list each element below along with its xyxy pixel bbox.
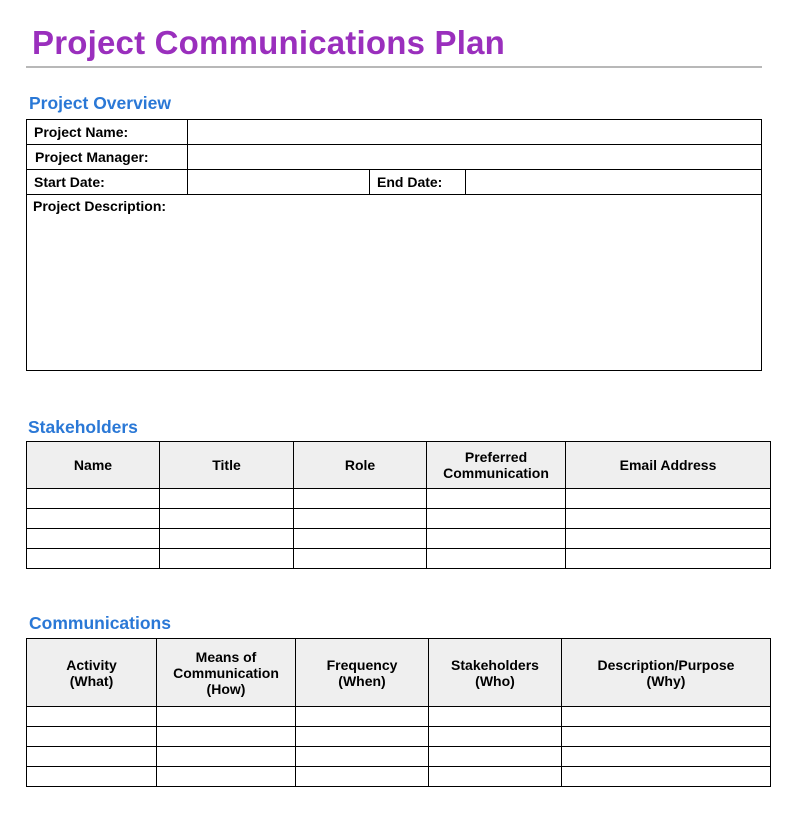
start-date-field[interactable] (187, 170, 369, 194)
table-row (27, 509, 771, 529)
table-cell[interactable] (157, 767, 296, 787)
table-cell[interactable] (296, 707, 429, 727)
end-date-field[interactable] (465, 170, 761, 194)
table-cell[interactable] (427, 529, 566, 549)
table-cell[interactable] (429, 747, 562, 767)
table-cell[interactable] (566, 549, 771, 569)
title-divider (26, 66, 762, 68)
table-cell[interactable] (294, 549, 427, 569)
column-header-means-of-communication: Means of Communication (How) (157, 639, 296, 707)
project-overview-form (26, 119, 762, 371)
table-cell[interactable] (294, 489, 427, 509)
table-cell[interactable] (27, 727, 157, 747)
stakeholders-table (26, 441, 771, 569)
table-cell[interactable] (296, 747, 429, 767)
column-header-activity: Activity (What) (27, 639, 157, 707)
communications-table (26, 638, 771, 787)
table-cell[interactable] (157, 727, 296, 747)
project-manager-row (27, 145, 761, 170)
column-header-role: Role (294, 442, 427, 489)
project-name-label: Project Name: (34, 124, 129, 140)
table-row (27, 489, 771, 509)
table-cell[interactable] (157, 707, 296, 727)
table-cell[interactable] (562, 747, 771, 767)
column-header-title: Title (160, 442, 294, 489)
table-cell[interactable] (296, 767, 429, 787)
project-manager-field[interactable] (187, 145, 761, 169)
stakeholders-heading: Stakeholders (28, 417, 138, 437)
column-header-description-purpose: Description/Purpose (Why) (562, 639, 771, 707)
table-cell[interactable] (27, 489, 160, 509)
table-row (27, 549, 771, 569)
table-cell[interactable] (562, 727, 771, 747)
table-cell[interactable] (427, 509, 566, 529)
column-header-frequency: Frequency (When) (296, 639, 429, 707)
table-cell[interactable] (294, 509, 427, 529)
column-header-stakeholders: Stakeholders (Who) (429, 639, 562, 707)
start-date-label: Start Date: (34, 174, 105, 190)
column-header-name: Name (27, 442, 160, 489)
table-cell[interactable] (562, 707, 771, 727)
table-cell[interactable] (566, 529, 771, 549)
project-manager-label: Project Manager: (35, 149, 149, 165)
dates-row (27, 170, 761, 195)
table-cell[interactable] (427, 489, 566, 509)
table-cell[interactable] (429, 767, 562, 787)
table-cell[interactable] (566, 509, 771, 529)
table-row (27, 707, 771, 727)
table-cell[interactable] (429, 707, 562, 727)
table-cell[interactable] (27, 707, 157, 727)
table-cell[interactable] (160, 509, 294, 529)
table-cell[interactable] (160, 529, 294, 549)
table-cell[interactable] (27, 509, 160, 529)
table-cell[interactable] (566, 489, 771, 509)
table-cell[interactable] (27, 549, 160, 569)
table-row (27, 747, 771, 767)
project-name-row (27, 120, 761, 145)
project-description-field[interactable] (27, 195, 761, 370)
page-title: Project Communications Plan (32, 24, 505, 61)
table-cell[interactable] (160, 549, 294, 569)
communications-heading: Communications (29, 613, 171, 633)
table-cell[interactable] (157, 747, 296, 767)
table-row (27, 767, 771, 787)
table-cell[interactable] (294, 529, 427, 549)
table-cell[interactable] (27, 767, 157, 787)
end-date-label: End Date: (369, 170, 465, 194)
column-header-preferred-communication: Preferred Communication (427, 442, 566, 489)
column-header-email-address: Email Address (566, 442, 771, 489)
stakeholders-header-row (27, 442, 771, 489)
table-cell[interactable] (27, 529, 160, 549)
table-cell[interactable] (296, 727, 429, 747)
project-name-field[interactable] (187, 120, 761, 144)
table-cell[interactable] (160, 489, 294, 509)
table-cell[interactable] (27, 747, 157, 767)
project-overview-heading: Project Overview (29, 93, 172, 113)
table-cell[interactable] (427, 549, 566, 569)
table-row (27, 529, 771, 549)
table-cell[interactable] (429, 727, 562, 747)
communications-header-row (27, 639, 771, 707)
table-row (27, 727, 771, 747)
table-cell[interactable] (562, 767, 771, 787)
project-description-label: Project Description: (33, 198, 167, 214)
